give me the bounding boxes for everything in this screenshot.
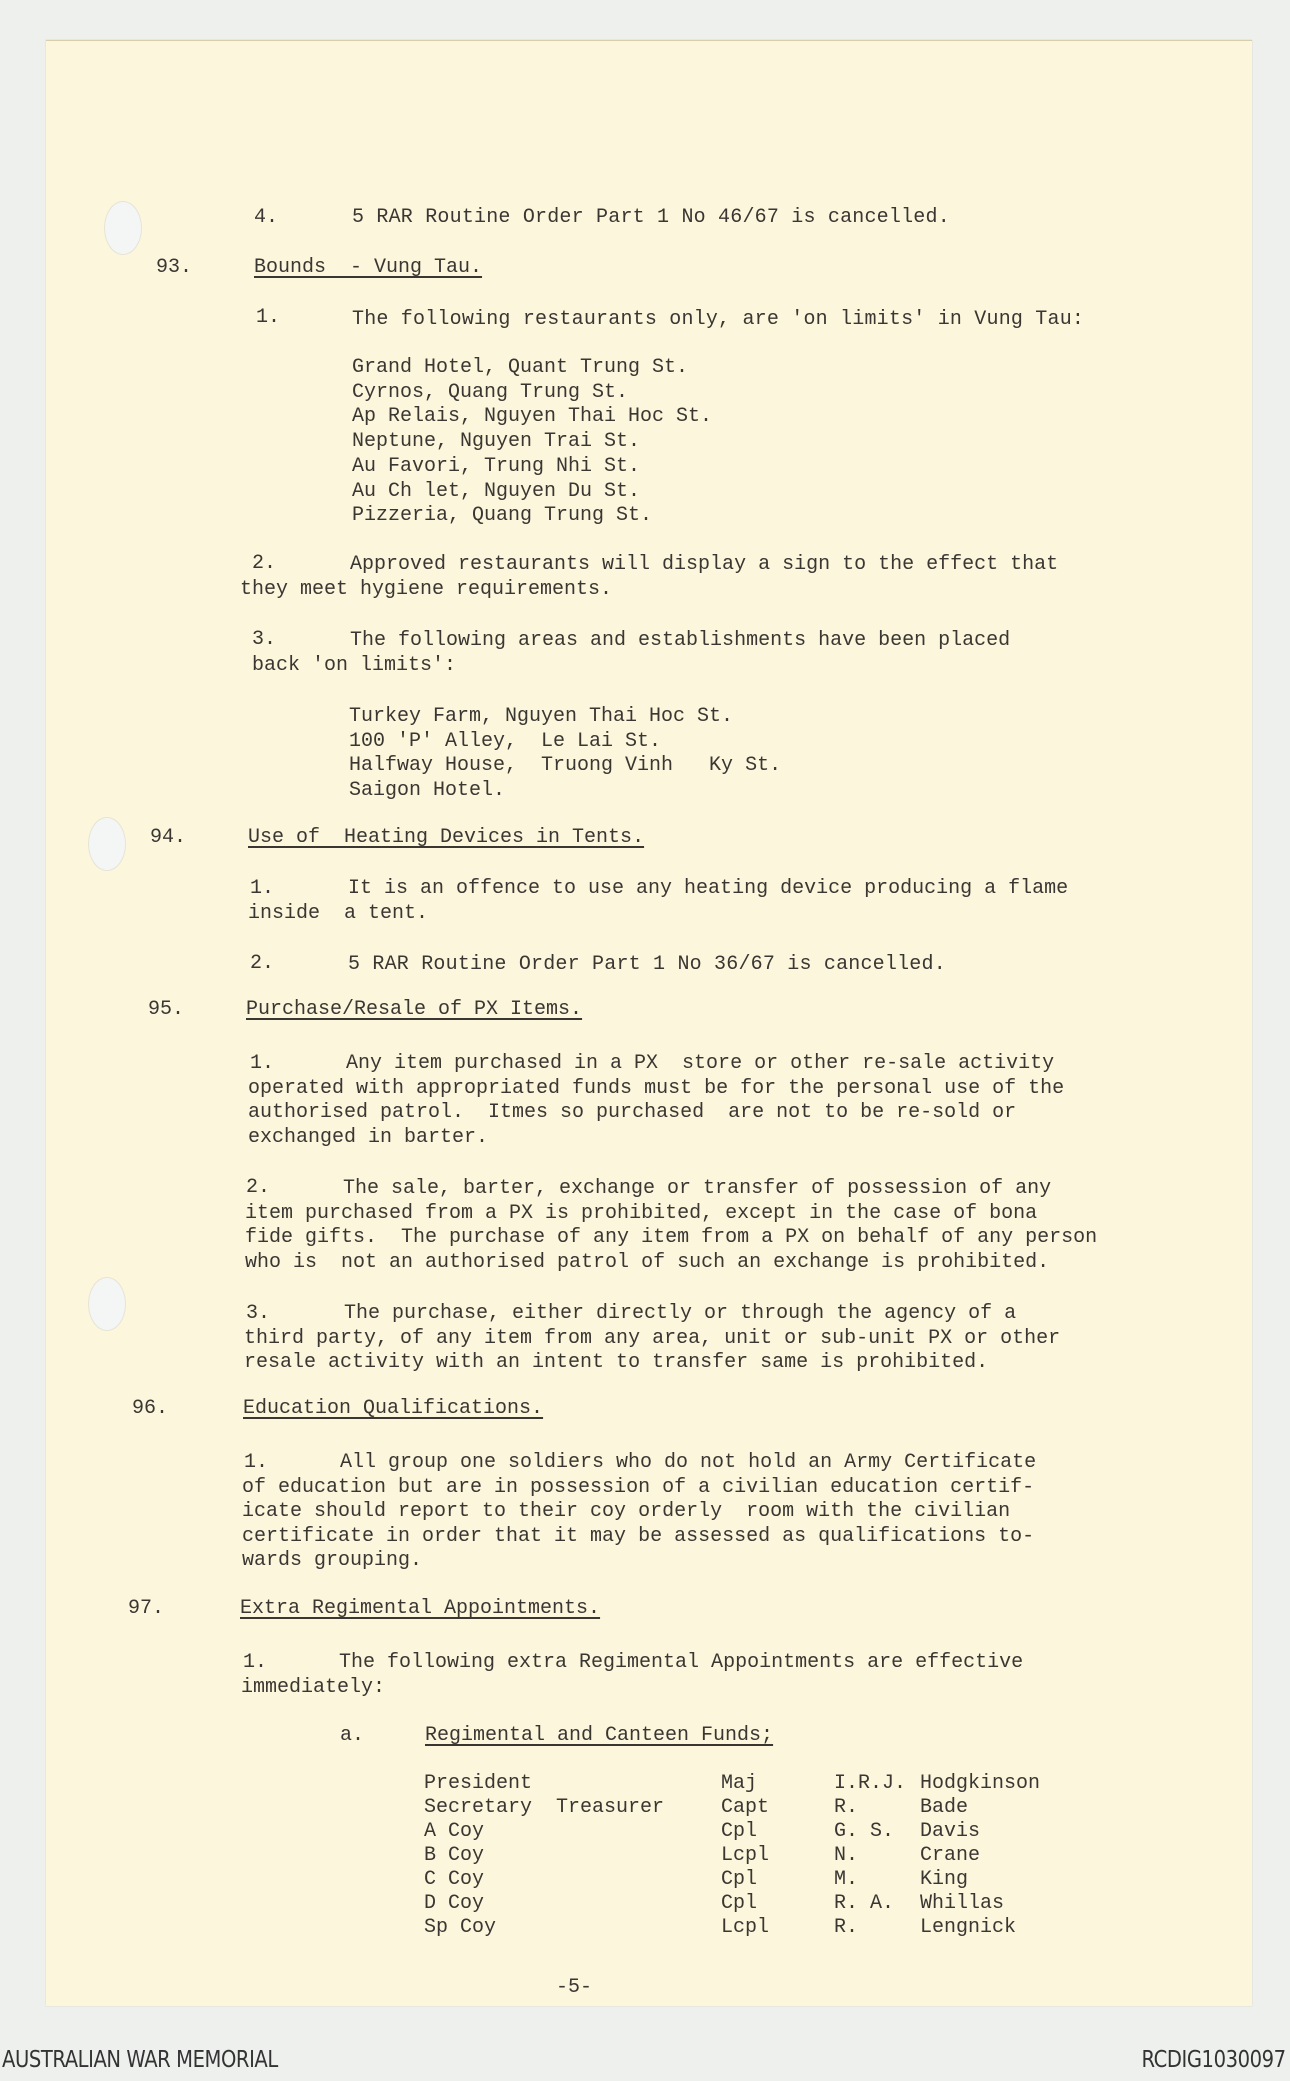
archive-name: AUSTRALIAN WAR MEMORIAL <box>2 2047 278 2073</box>
para-line: All group one soldiers who do not hold an Army Certificate <box>340 1451 1037 1474</box>
para-line: wards grouping. <box>242 1549 423 1572</box>
appointment-rank: Maj <box>721 1772 758 1795</box>
para-line: inside a tent. <box>248 901 429 925</box>
para-line: they meet hygiene requirements. <box>240 577 613 601</box>
para-text <box>240 553 1058 602</box>
subsection-letter: a. <box>340 1724 365 1747</box>
appointment-surname: Crane <box>920 1844 981 1867</box>
para-number: 2. <box>252 552 277 575</box>
para-line: The sale, barter, exchange or transfer of possession of any <box>343 1177 1052 1200</box>
para-number: 1. <box>250 877 275 900</box>
para-line: resale activity with an intent to transfer same is prohibited. <box>244 1351 989 1374</box>
para-line: The following areas and establishments have been placed <box>350 629 1011 652</box>
archive-reference: RCDIG1030097 <box>1141 2047 1286 2073</box>
section-number: 96. <box>132 1397 169 1420</box>
list-item: Ap Relais, Nguyen Thai Hoc St. <box>352 405 713 429</box>
section-heading: Extra Regimental Appointments. <box>240 1597 601 1620</box>
para-text: The following restaurants only, are 'on limits' in Vung Tau: <box>352 308 1085 331</box>
para-line: of education but are in possession of a civilian education certif- <box>242 1475 1035 1499</box>
appointment-rank: Cpl <box>721 1820 758 1843</box>
para-text <box>245 1177 1097 1275</box>
appointment-surname: Whillas <box>920 1892 1005 1915</box>
para-line: back 'on limits': <box>252 653 457 677</box>
appointment-role: A Coy <box>424 1820 485 1843</box>
appointment-initials: G. S. <box>834 1820 895 1843</box>
para-text <box>248 877 1068 926</box>
appointment-surname: Lengnick <box>920 1916 1017 1939</box>
para-text <box>248 1052 1064 1150</box>
section-heading: Use of Heating Devices in Tents. <box>248 826 645 849</box>
list-item: Saigon Hotel. <box>349 778 506 802</box>
appointments-table <box>424 1772 1064 1952</box>
appointment-surname: Davis <box>920 1820 981 1843</box>
appointment-rank: Lcpl <box>721 1916 770 1939</box>
para-line: authorised patrol. Itmes so purchased are not to be re-sold or <box>248 1101 1017 1124</box>
para-line: fide gifts. The purchase of any item from a PX on behalf of any person <box>245 1226 1098 1249</box>
para-number: 1. <box>250 1052 275 1075</box>
para-text <box>252 629 1010 678</box>
appointment-rank: Cpl <box>721 1868 758 1891</box>
appointment-initials: I.R.J. <box>834 1772 907 1795</box>
para-number: 1. <box>243 1651 268 1674</box>
para-line: icate should report to their coy orderly room with the civilian <box>242 1500 1011 1523</box>
para-number: 2. <box>246 1176 271 1199</box>
list-item: Pizzeria, Quang Trung St. <box>352 504 653 528</box>
appointment-role: D Coy <box>424 1892 485 1915</box>
appointment-role: B Coy <box>424 1844 485 1867</box>
list-item: Turkey Farm, Nguyen Thai Hoc St. <box>349 705 734 728</box>
list-item: Cyrnos, Quang Trung St. <box>352 380 629 404</box>
appointment-initials: R. <box>834 1796 859 1819</box>
para-line: Approved restaurants will display a sign to the effect that <box>350 553 1059 576</box>
appointment-initials: R. A. <box>834 1892 895 1915</box>
appointment-initials: M. <box>834 1868 859 1891</box>
appointment-rank: Lcpl <box>721 1844 770 1867</box>
section-number: 97. <box>128 1597 165 1620</box>
para-number: 1. <box>256 306 281 329</box>
item-number: 4. <box>254 206 279 229</box>
on-limits-list <box>349 705 781 803</box>
section-heading: Education Qualifications. <box>243 1397 544 1420</box>
para-line: third party, of any item from any area, unit or sub-unit PX or other <box>244 1326 1061 1350</box>
appointment-surname: King <box>920 1868 969 1891</box>
list-item: Halfway House, Truong Vinh Ky St. <box>349 754 782 777</box>
appointment-surname: Bade <box>920 1796 969 1819</box>
punch-hole <box>104 201 142 255</box>
appointment-rank: Cpl <box>721 1892 758 1915</box>
para-line: who is not an authorised patrol of such an exchange is prohibited. <box>245 1250 1050 1274</box>
list-item: Au Ch let, Nguyen Du St. <box>352 479 641 503</box>
para-line: exchanged in barter. <box>248 1125 489 1149</box>
para-line: Any item purchased in a PX store or other re-sale activity <box>346 1052 1055 1075</box>
list-item: Au Favori, Trung Nhi St. <box>352 454 641 478</box>
list-item: Grand Hotel, Quant Trung St. <box>352 356 689 379</box>
section-number: 93. <box>156 256 193 279</box>
para-number: 1. <box>244 1451 269 1474</box>
restaurant-list <box>352 356 712 529</box>
para-line: The following extra Regimental Appointments are effective <box>339 1651 1024 1674</box>
punch-hole <box>88 1277 126 1331</box>
para-text <box>242 1451 1036 1574</box>
page-number: -5- <box>556 1976 593 1999</box>
appointment-role: Sp Coy <box>424 1916 497 1939</box>
para-text <box>244 1302 1060 1376</box>
appointment-surname: Hodgkinson <box>920 1772 1041 1795</box>
para-line: It is an offence to use any heating device producing a flame <box>348 877 1069 900</box>
section-heading: Bounds - Vung Tau. <box>254 256 483 279</box>
punch-hole <box>88 817 126 871</box>
list-item: Neptune, Nguyen Trai St. <box>352 430 641 454</box>
para-number: 2. <box>250 952 275 975</box>
item-text: 5 RAR Routine Order Part 1 No 46/67 is cancelled. <box>352 206 950 229</box>
para-line: certificate in order that it may be assessed as qualifications to- <box>242 1524 1035 1548</box>
document-page <box>46 40 1252 2006</box>
para-line: The purchase, either directly or through the agency of a <box>344 1302 1017 1325</box>
list-item: 100 'P' Alley, Le Lai St. <box>349 729 662 753</box>
para-text: 5 RAR Routine Order Part 1 No 36/67 is cancelled. <box>348 953 946 976</box>
para-number: 3. <box>246 1302 271 1325</box>
appointment-role: Secretary Treasurer <box>424 1796 665 1819</box>
para-number: 3. <box>252 628 277 651</box>
para-line: immediately: <box>241 1675 386 1699</box>
appointment-initials: N. <box>834 1844 859 1867</box>
section-heading: Purchase/Resale of PX Items. <box>246 998 583 1021</box>
para-text <box>241 1651 1023 1700</box>
section-number: 94. <box>150 826 187 849</box>
appointment-role: C Coy <box>424 1868 485 1891</box>
para-line: operated with appropriated funds must be for the personal use of the <box>248 1076 1065 1100</box>
para-line: item purchased from a PX is prohibited, except in the case of bona <box>245 1201 1038 1225</box>
appointment-role: President <box>424 1772 533 1795</box>
subsection-heading: Regimental and Canteen Funds; <box>425 1724 774 1747</box>
appointment-rank: Capt <box>721 1796 770 1819</box>
appointment-initials: R. <box>834 1916 859 1939</box>
section-number: 95. <box>148 998 185 1021</box>
